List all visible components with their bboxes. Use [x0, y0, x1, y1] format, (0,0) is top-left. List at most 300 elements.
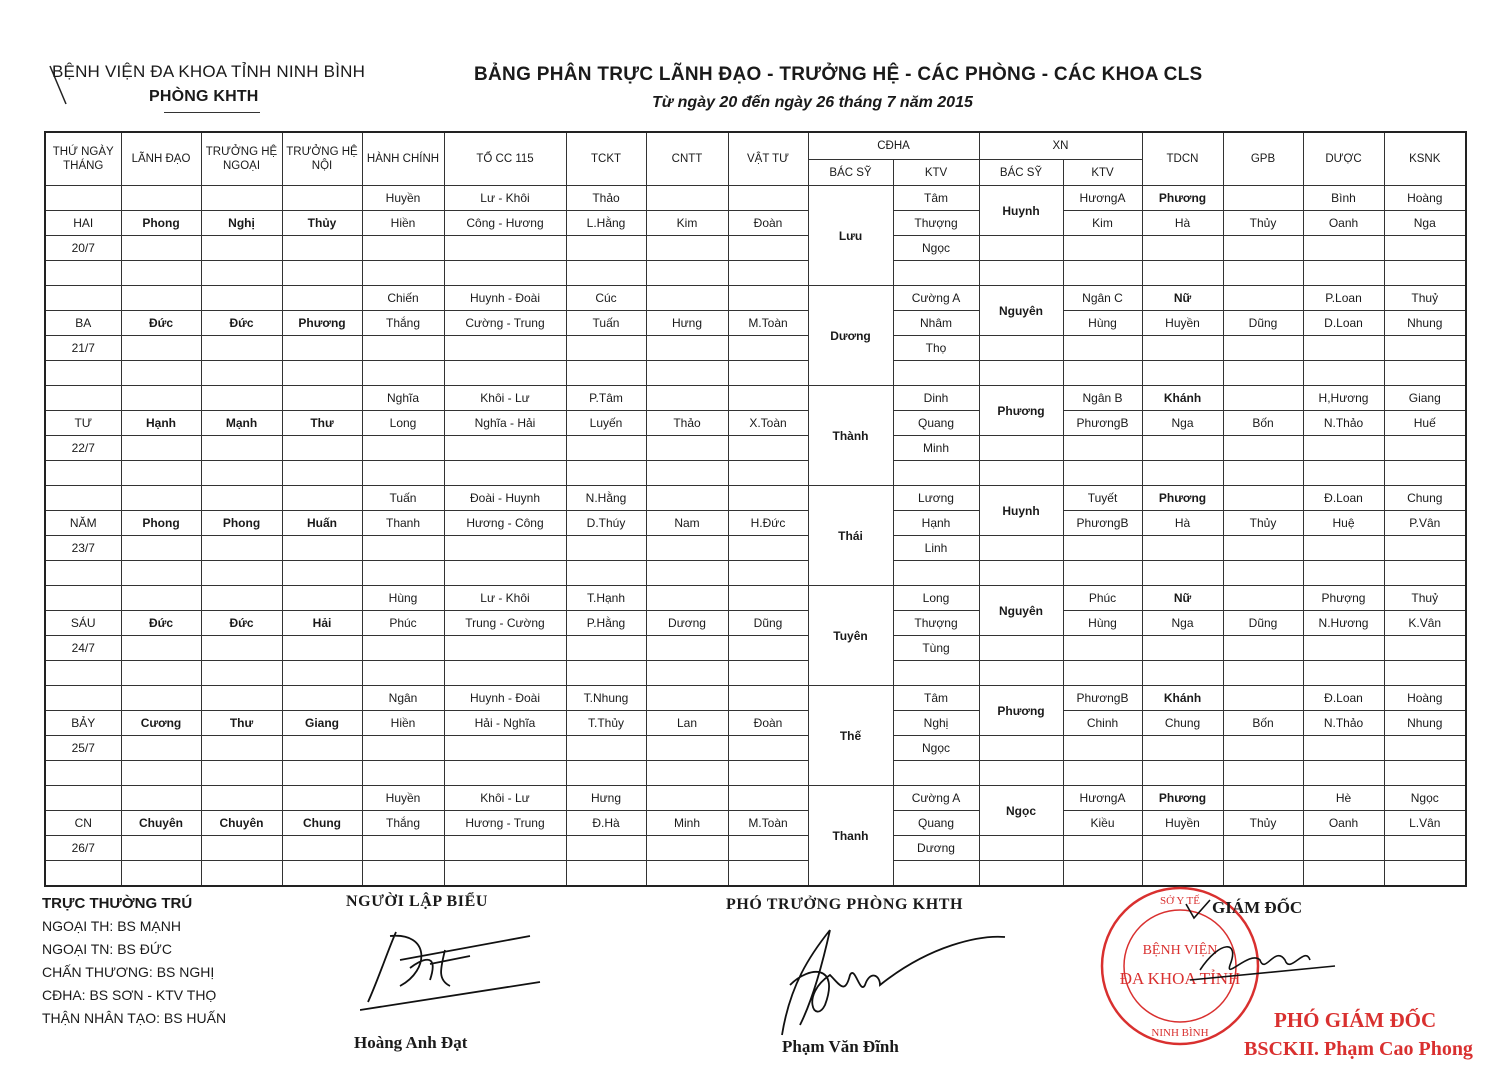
blank-cell — [1223, 661, 1303, 686]
leader-cell-blank — [121, 186, 201, 211]
blank-cell — [45, 261, 121, 286]
resident-duty-block — [42, 892, 226, 1030]
blank-cell — [201, 661, 282, 686]
duty-roster-table — [44, 131, 1467, 887]
day-name-cell: NĂM — [45, 511, 121, 536]
day-subrow — [45, 736, 1466, 761]
xn-ktv-cell: Hùng — [1063, 611, 1142, 636]
ksnk-cell: Nhung — [1384, 711, 1466, 736]
blank-cell — [282, 836, 362, 861]
blank-cell — [362, 436, 444, 461]
cntt-blank — [646, 586, 728, 611]
blank-cell — [1384, 861, 1466, 887]
blank-cell — [1303, 861, 1384, 887]
cdha-ktv-cell: Nhâm — [893, 311, 979, 336]
blank-cell — [362, 261, 444, 286]
leader-cell: Hạnh — [121, 411, 201, 436]
date-cell: 21/7 — [45, 336, 121, 361]
blank-cell — [1142, 861, 1223, 887]
tckt-cell: P.Hằng — [566, 611, 646, 636]
cdha-ktv-cell: Minh — [893, 436, 979, 461]
xn-doctor-cell: Phương — [979, 686, 1063, 736]
blank-cell — [45, 361, 121, 386]
cc115-cell: Trung - Cường — [444, 611, 566, 636]
blank-cell — [362, 736, 444, 761]
date-cell: 26/7 — [45, 836, 121, 861]
hanh-chinh-cell: Huyền — [362, 786, 444, 811]
col-truong-he-ngoai: TRƯỞNG HỆ NGOẠI — [201, 132, 282, 186]
blank-cell — [728, 736, 808, 761]
hanh-chinh-cell: Hiền — [362, 211, 444, 236]
cntt-blank — [646, 486, 728, 511]
leader-cell-blank — [121, 286, 201, 311]
blank-cell — [1063, 736, 1142, 761]
blank-cell — [566, 336, 646, 361]
tdcn-cell: Huyền — [1142, 311, 1223, 336]
gpb-blank — [1223, 386, 1303, 411]
resident-duty-line: CHẤN THƯƠNG: BS NGHỊ — [42, 964, 215, 980]
stamp-bottom-text: NINH BÌNH — [1151, 1027, 1209, 1039]
blank-cell — [362, 661, 444, 686]
blank-cell — [1384, 236, 1466, 261]
blank-cell — [1142, 636, 1223, 661]
ksnk-cell: Giang — [1384, 386, 1466, 411]
table-body — [45, 186, 1466, 887]
blank-cell — [1223, 836, 1303, 861]
cdha-doctor-cell: Thành — [808, 386, 893, 486]
blank-cell — [444, 236, 566, 261]
th-ngoai-cell: Nghị — [201, 211, 282, 236]
blank-cell — [1384, 736, 1466, 761]
blank-cell — [1303, 761, 1384, 786]
blank-cell — [979, 861, 1063, 887]
duoc-cell: D.Loan — [1303, 311, 1384, 336]
blank-cell — [201, 836, 282, 861]
date-cell: 24/7 — [45, 636, 121, 661]
ksnk-cell: K.Vân — [1384, 611, 1466, 636]
hanh-chinh-cell: Thắng — [362, 811, 444, 836]
vat-tu-blank — [728, 486, 808, 511]
cc115-cell: Khôi - Lư — [444, 386, 566, 411]
leader-cell: Chuyên — [121, 811, 201, 836]
blank-cell — [362, 236, 444, 261]
cntt-cell: Dương — [646, 611, 728, 636]
blank-cell — [444, 636, 566, 661]
blank-cell — [362, 536, 444, 561]
cdha-ktv-cell: Thọ — [893, 336, 979, 361]
blank-cell — [282, 361, 362, 386]
cc115-cell: Nghĩa - Hải — [444, 411, 566, 436]
tdcn-cell: Phương — [1142, 786, 1223, 811]
vat-tu-blank — [728, 786, 808, 811]
blank-cell — [1303, 261, 1384, 286]
ksnk-cell: Nga — [1384, 211, 1466, 236]
tckt-cell: T.Nhung — [566, 686, 646, 711]
cdha-ktv-cell: Dinh — [893, 386, 979, 411]
duoc-cell: Phượng — [1303, 586, 1384, 611]
tckt-cell: N.Hằng — [566, 486, 646, 511]
blank-cell — [1303, 561, 1384, 586]
vat-tu-blank — [728, 686, 808, 711]
blank-cell — [728, 461, 808, 486]
xn-ktv-cell: PhươngB — [1063, 686, 1142, 711]
col-tckt: TCKT — [566, 132, 646, 186]
hanh-chinh-cell: Thắng — [362, 311, 444, 336]
cdha-doctor-cell: Dương — [808, 286, 893, 386]
blank-cell — [728, 336, 808, 361]
blank-cell — [362, 561, 444, 586]
blank-cell — [444, 861, 566, 887]
blank-cell — [201, 236, 282, 261]
blank-cell — [566, 661, 646, 686]
col-lanh-dao: LÃNH ĐẠO — [121, 132, 201, 186]
tdcn-cell: Phương — [1142, 186, 1223, 211]
blank-cell — [1223, 461, 1303, 486]
blank-cell — [566, 261, 646, 286]
blank-cell — [1384, 436, 1466, 461]
blank-cell — [201, 636, 282, 661]
hospital-name: BỆNH VIỆN ĐA KHOA TỈNH NINH BÌNH — [52, 62, 366, 81]
blank-cell — [1384, 536, 1466, 561]
blank-cell — [646, 561, 728, 586]
deputy-director-title: PHÓ GIÁM ĐỐC — [1274, 1008, 1437, 1032]
duoc-cell: N.Thảo — [1303, 411, 1384, 436]
xn-ktv-cell: Ngân B — [1063, 386, 1142, 411]
blank-cell — [121, 361, 201, 386]
duoc-cell: Oanh — [1303, 211, 1384, 236]
tckt-cell: Tuấn — [566, 311, 646, 336]
day-cell-blank — [45, 386, 121, 411]
leader-cell-blank — [121, 786, 201, 811]
day-subrow — [45, 786, 1466, 811]
xn-doctor-blank — [979, 736, 1063, 761]
blank-cell — [566, 561, 646, 586]
blank-cell — [646, 461, 728, 486]
blank-cell — [566, 436, 646, 461]
blank-cell — [1303, 361, 1384, 386]
th-noi-blank — [282, 286, 362, 311]
blank-cell — [1063, 761, 1142, 786]
th-ngoai-cell: Mạnh — [201, 411, 282, 436]
blank-cell — [1384, 261, 1466, 286]
th-ngoai-blank — [201, 786, 282, 811]
tdcn-cell: Khánh — [1142, 686, 1223, 711]
xn-doctor-blank — [979, 836, 1063, 861]
vat-tu-blank — [728, 186, 808, 211]
xn-ktv-cell: HươngA — [1063, 186, 1142, 211]
cdha-doctor-cell: Tuyên — [808, 586, 893, 686]
day-subrow — [45, 186, 1466, 211]
blank-cell — [646, 861, 728, 887]
director-title: GIÁM ĐỐC — [1212, 898, 1303, 917]
gpb-blank — [1223, 286, 1303, 311]
gpb-cell: Bốn — [1223, 411, 1303, 436]
cdha-ktv-cell: Dương — [893, 836, 979, 861]
blank-cell — [1384, 361, 1466, 386]
col-cntt: CNTT — [646, 132, 728, 186]
tckt-cell: T.Hạnh — [566, 586, 646, 611]
blank-cell — [1063, 861, 1142, 887]
cntt-cell: Hưng — [646, 311, 728, 336]
blank-cell — [728, 236, 808, 261]
tdcn-cell: Khánh — [1142, 386, 1223, 411]
blank-cell — [728, 636, 808, 661]
blank-cell — [444, 661, 566, 686]
blank-cell — [646, 661, 728, 686]
blank-cell — [566, 236, 646, 261]
blank-cell — [1384, 836, 1466, 861]
blank-cell — [1063, 536, 1142, 561]
day-subrow — [45, 311, 1466, 336]
cdha-ktv-blank — [893, 461, 979, 486]
xn-doctor-cell: Phương — [979, 386, 1063, 436]
duoc-cell: Đ.Loan — [1303, 486, 1384, 511]
blank-cell — [444, 461, 566, 486]
vat-tu-cell: Đoàn — [728, 211, 808, 236]
ksnk-cell: P.Vân — [1384, 511, 1466, 536]
blank-cell — [646, 436, 728, 461]
cdha-doctor-cell: Lưu — [808, 186, 893, 286]
duoc-cell: N.Hương — [1303, 611, 1384, 636]
ksnk-cell: Thuỷ — [1384, 586, 1466, 611]
gpb-blank — [1223, 586, 1303, 611]
hanh-chinh-cell: Hùng — [362, 586, 444, 611]
blank-cell — [1223, 361, 1303, 386]
blank-cell — [1142, 661, 1223, 686]
cdha-ktv-cell: Ngọc — [893, 236, 979, 261]
blank-cell — [1223, 561, 1303, 586]
cdha-ktv-blank — [893, 761, 979, 786]
vat-tu-cell: H.Đức — [728, 511, 808, 536]
blank-cell — [45, 461, 121, 486]
hanh-chinh-cell: Chiến — [362, 286, 444, 311]
gpb-cell: Bốn — [1223, 711, 1303, 736]
col-cdha: CĐHA — [808, 132, 979, 160]
stamp-line1-text: BỆNH VIỆN — [1142, 943, 1218, 958]
vat-tu-cell: Đoàn — [728, 711, 808, 736]
cc115-cell: Đoài - Huynh — [444, 486, 566, 511]
cntt-cell: Minh — [646, 811, 728, 836]
day-subrow — [45, 486, 1466, 511]
day-subrow — [45, 236, 1466, 261]
cntt-blank — [646, 286, 728, 311]
blank-cell — [1063, 561, 1142, 586]
cntt-cell: Thảo — [646, 411, 728, 436]
cdha-ktv-cell: Tâm — [893, 186, 979, 211]
gpb-cell: Thủy — [1223, 211, 1303, 236]
blank-cell — [979, 461, 1063, 486]
day-name-cell: SÁU — [45, 611, 121, 636]
blank-cell — [121, 461, 201, 486]
deputy-head-signature — [770, 925, 1010, 1040]
blank-cell — [646, 261, 728, 286]
blank-cell — [201, 461, 282, 486]
blank-cell — [444, 761, 566, 786]
blank-cell — [45, 561, 121, 586]
gpb-blank — [1223, 786, 1303, 811]
xn-ktv-cell: Hùng — [1063, 311, 1142, 336]
blank-cell — [1303, 336, 1384, 361]
col-thu-ngay-thang: THỨ NGÀY THÁNG — [45, 132, 121, 186]
blank-cell — [1142, 761, 1223, 786]
blank-cell — [646, 361, 728, 386]
leader-cell: Cương — [121, 711, 201, 736]
cdha-ktv-cell: Cường A — [893, 286, 979, 311]
blank-cell — [362, 861, 444, 887]
cdha-ktv-blank — [893, 261, 979, 286]
cdha-ktv-blank — [893, 561, 979, 586]
blank-cell — [979, 561, 1063, 586]
deputy-director-name: BSCKII. Phạm Cao Phong — [1244, 1038, 1473, 1060]
blank-cell — [1142, 236, 1223, 261]
blank-cell — [1384, 661, 1466, 686]
blank-cell — [201, 861, 282, 887]
director-check-icon — [1184, 898, 1214, 922]
blank-cell — [201, 261, 282, 286]
blank-cell — [362, 761, 444, 786]
leader-cell-blank — [121, 686, 201, 711]
th-ngoai-cell: Chuyên — [201, 811, 282, 836]
day-name-cell: TƯ — [45, 411, 121, 436]
blank-cell — [646, 536, 728, 561]
day-subrow — [45, 861, 1466, 887]
ksnk-cell: Nhung — [1384, 311, 1466, 336]
blank-cell — [1063, 361, 1142, 386]
ksnk-cell: Huế — [1384, 411, 1466, 436]
blank-cell — [1063, 661, 1142, 686]
blank-cell — [566, 461, 646, 486]
blank-cell — [1223, 236, 1303, 261]
blank-cell — [1303, 661, 1384, 686]
xn-doctor-blank — [979, 536, 1063, 561]
hanh-chinh-cell: Long — [362, 411, 444, 436]
blank-cell — [201, 561, 282, 586]
blank-cell — [728, 361, 808, 386]
th-ngoai-blank — [201, 186, 282, 211]
th-noi-blank — [282, 186, 362, 211]
blank-cell — [1063, 261, 1142, 286]
day-name-cell: BA — [45, 311, 121, 336]
vat-tu-blank — [728, 386, 808, 411]
tdcn-cell: Chung — [1142, 711, 1223, 736]
day-subrow — [45, 211, 1466, 236]
cdha-doctor-cell: Thế — [808, 686, 893, 786]
th-ngoai-blank — [201, 286, 282, 311]
gpb-cell: Dũng — [1223, 611, 1303, 636]
cdha-ktv-cell: Thượng — [893, 211, 979, 236]
cdha-doctor-cell: Thanh — [808, 786, 893, 887]
date-cell: 20/7 — [45, 236, 121, 261]
th-noi-blank — [282, 586, 362, 611]
th-ngoai-cell: Phong — [201, 511, 282, 536]
cc115-cell: Hương - Công — [444, 511, 566, 536]
hanh-chinh-cell: Nghĩa — [362, 386, 444, 411]
blank-cell — [1223, 636, 1303, 661]
vat-tu-blank — [728, 586, 808, 611]
hanh-chinh-cell: Phúc — [362, 611, 444, 636]
col-hanh-chinh: HÀNH CHÍNH — [362, 132, 444, 186]
ksnk-cell: Hoàng — [1384, 186, 1466, 211]
leader-cell: Phong — [121, 511, 201, 536]
blank-cell — [1303, 736, 1384, 761]
blank-cell — [362, 636, 444, 661]
blank-cell — [282, 561, 362, 586]
blank-cell — [282, 461, 362, 486]
cc115-cell: Huynh - Đoài — [444, 686, 566, 711]
cdha-ktv-cell: Quang — [893, 811, 979, 836]
blank-cell — [121, 761, 201, 786]
blank-cell — [566, 636, 646, 661]
xn-doctor-cell: Nguyên — [979, 286, 1063, 336]
tdcn-cell: Huyền — [1142, 811, 1223, 836]
day-cell-blank — [45, 786, 121, 811]
blank-cell — [1303, 536, 1384, 561]
blank-cell — [728, 661, 808, 686]
resident-duty-line: NGOẠI TN: BS ĐỨC — [42, 941, 172, 957]
blank-cell — [1303, 836, 1384, 861]
preparer-name: Hoàng Anh Đạt — [354, 1033, 468, 1052]
blank-cell — [1223, 261, 1303, 286]
tckt-cell: D.Thúy — [566, 511, 646, 536]
cc115-cell: Hương - Trung — [444, 811, 566, 836]
blank-cell — [1223, 336, 1303, 361]
gpb-cell: Thủy — [1223, 811, 1303, 836]
blank-cell — [121, 236, 201, 261]
resident-duty-line: THẬN NHÂN TẠO: BS HUẤN — [42, 1010, 227, 1026]
blank-cell — [362, 461, 444, 486]
blank-cell — [201, 736, 282, 761]
blank-cell — [1303, 636, 1384, 661]
col-to-cc-115: TỔ CC 115 — [444, 132, 566, 186]
blank-cell — [1223, 436, 1303, 461]
resident-duty-title: TRỰC THƯỜNG TRÚ — [42, 895, 193, 912]
blank-cell — [1223, 861, 1303, 887]
cdha-doctor-cell: Thái — [808, 486, 893, 586]
th-ngoai-cell: Đức — [201, 311, 282, 336]
blank-cell — [728, 761, 808, 786]
cntt-blank — [646, 786, 728, 811]
blank-cell — [201, 536, 282, 561]
tdcn-cell: Nga — [1142, 411, 1223, 436]
blank-cell — [1142, 361, 1223, 386]
blank-cell — [121, 436, 201, 461]
blank-cell — [1142, 336, 1223, 361]
resident-duty-line: NGOẠI TH: BS MẠNH — [42, 918, 181, 934]
cdha-ktv-cell: Thượng — [893, 611, 979, 636]
xn-doctor-cell: Ngọc — [979, 786, 1063, 836]
th-ngoai-blank — [201, 686, 282, 711]
leader-cell-blank — [121, 486, 201, 511]
col-tdcn: TDCN — [1142, 132, 1223, 186]
xn-doctor-blank — [979, 236, 1063, 261]
blank-cell — [282, 861, 362, 887]
blank-cell — [362, 361, 444, 386]
cc115-cell: Lư - Khôi — [444, 586, 566, 611]
col-vat-tu: VẬT TƯ — [728, 132, 808, 186]
date-cell: 25/7 — [45, 736, 121, 761]
blank-cell — [1384, 761, 1466, 786]
blank-cell — [1063, 236, 1142, 261]
xn-doctor-cell: Huynh — [979, 486, 1063, 536]
xn-doctor-blank — [979, 636, 1063, 661]
blank-cell — [121, 836, 201, 861]
blank-cell — [444, 736, 566, 761]
duoc-cell: Oanh — [1303, 811, 1384, 836]
blank-cell — [728, 536, 808, 561]
cdha-ktv-blank — [893, 861, 979, 887]
hanh-chinh-cell: Tuấn — [362, 486, 444, 511]
blank-cell — [282, 761, 362, 786]
